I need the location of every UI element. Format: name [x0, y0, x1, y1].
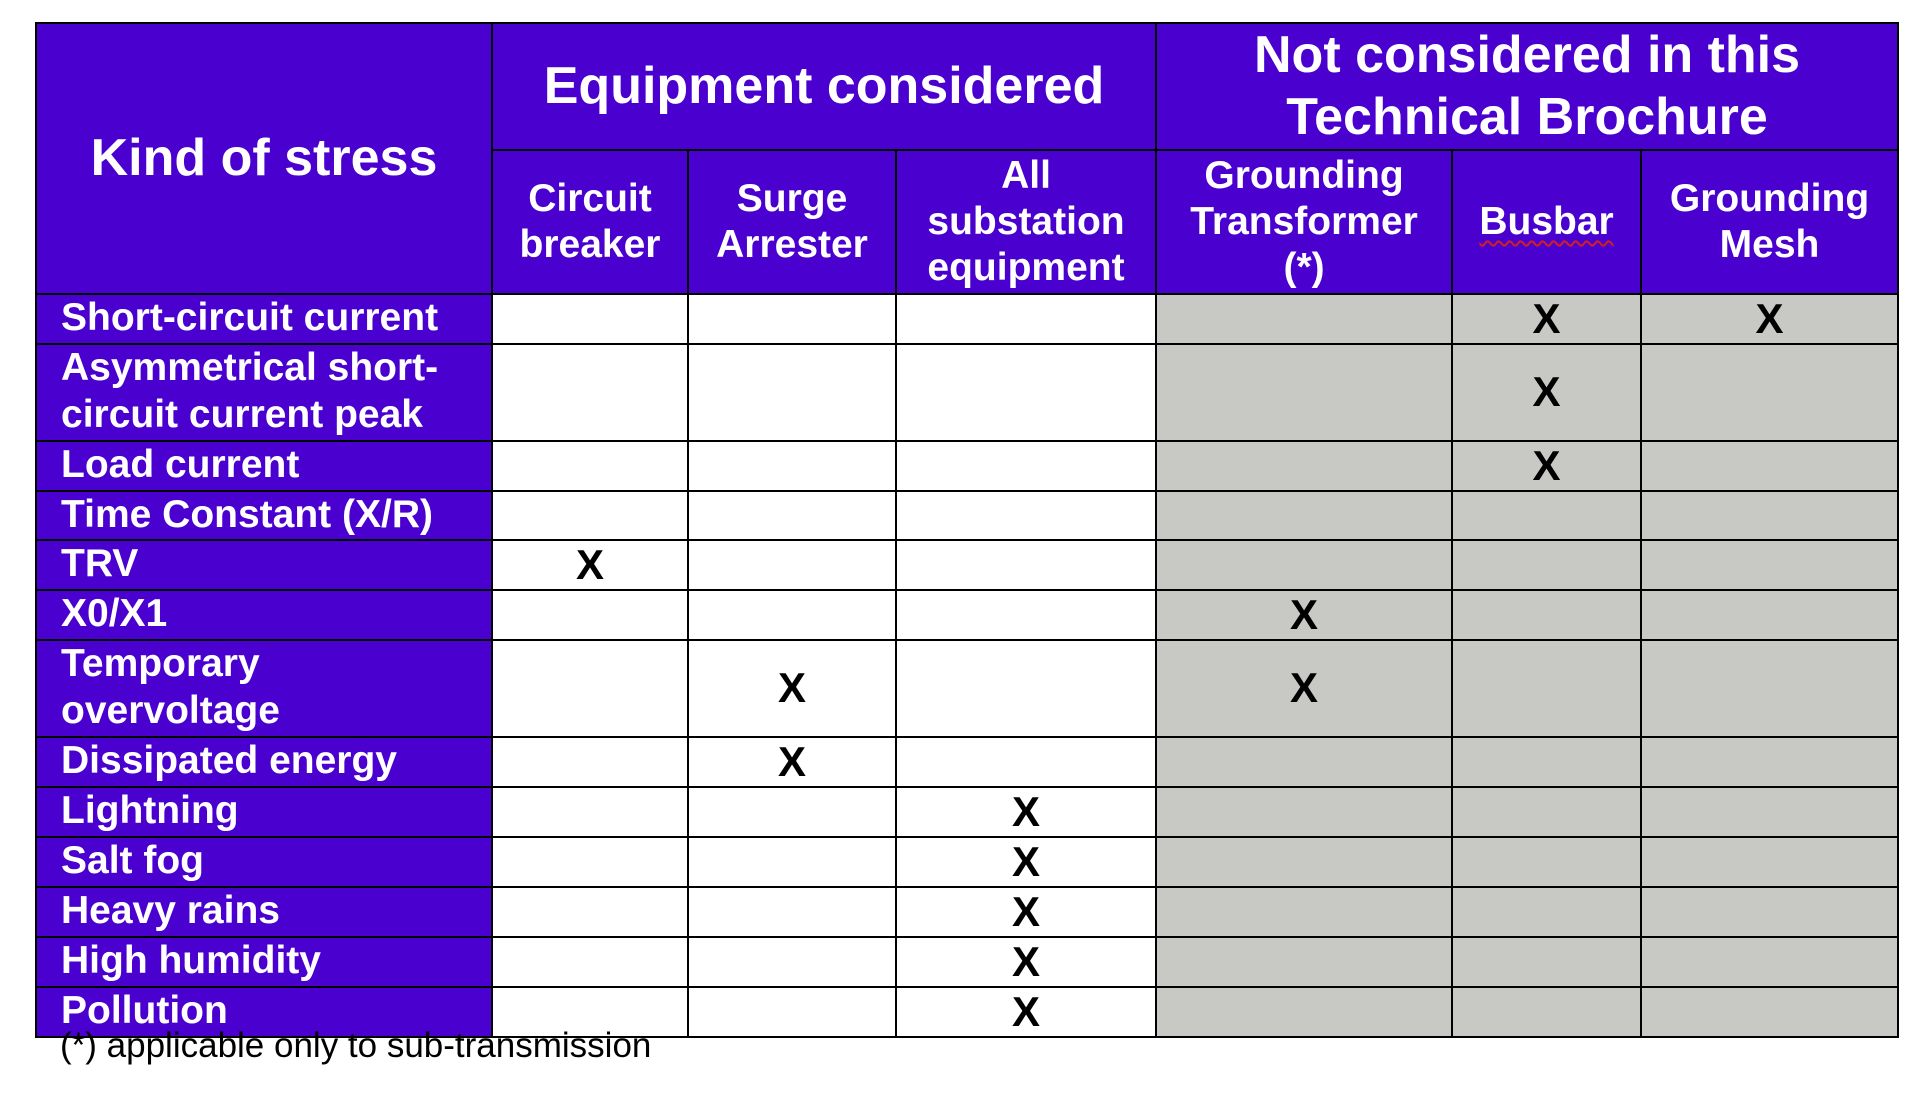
table-row: [36, 787, 1898, 837]
mark-cell: [1452, 737, 1641, 787]
mark-cell: [896, 540, 1156, 590]
mark-cell: [896, 344, 1156, 441]
row-label-line1: X0/X1: [61, 592, 168, 636]
mark-cell: X: [688, 640, 896, 737]
mark-cell: [492, 837, 688, 887]
mark-cell: X: [896, 787, 1156, 837]
mark-cell: [492, 441, 688, 491]
mark-cell: [1641, 737, 1898, 787]
mark-cell: X: [688, 737, 896, 787]
mark-cell: [1452, 887, 1641, 937]
mark-cell: [1641, 887, 1898, 937]
mark-cell: X: [1641, 294, 1898, 344]
row-label: [36, 491, 492, 540]
column-header-grounding-transformer: [1156, 150, 1452, 294]
header-not-considered-line2: Technical Brochure: [1286, 88, 1768, 147]
mark-cell: [1641, 491, 1898, 540]
mark-cell: [492, 590, 688, 640]
mark-cell: [688, 294, 896, 344]
mark-cell: [688, 887, 896, 937]
column-header-line1: Busbar: [1479, 199, 1614, 243]
mark-cell: [1641, 441, 1898, 491]
mark-cell: [1452, 540, 1641, 590]
column-header-line3: equipment: [927, 245, 1125, 289]
mark-cell: [1452, 640, 1641, 737]
mark-cell: [1156, 540, 1452, 590]
row-label-line1: Heavy rains: [61, 889, 280, 933]
mark-cell: [688, 987, 896, 1037]
column-header-line2: Mesh: [1719, 222, 1820, 266]
mark-cell: [492, 737, 688, 787]
mark-cell: [1156, 887, 1452, 937]
mark-cell: [1156, 987, 1452, 1037]
row-label: [36, 887, 492, 937]
mark-cell: [1641, 987, 1898, 1037]
mark-cell: [1156, 837, 1452, 887]
mark-cell: X: [1452, 344, 1641, 441]
row-label: [36, 937, 492, 987]
column-header-grounding-mesh: [1641, 150, 1898, 294]
mark-cell: [896, 590, 1156, 640]
mark-cell: X: [896, 837, 1156, 887]
stress-table: [35, 22, 1899, 1038]
mark-cell: [492, 294, 688, 344]
column-header-circuit-breaker: [492, 150, 688, 294]
mark-cell: [688, 837, 896, 887]
mark-cell: [492, 937, 688, 987]
column-header-line2: substation: [927, 199, 1125, 243]
row-label-line1: High humidity: [61, 939, 321, 983]
mark-cell: X: [1156, 590, 1452, 640]
mark-cell: [896, 294, 1156, 344]
mark-cell: [1156, 441, 1452, 491]
column-header-line1: Circuit: [528, 176, 652, 220]
mark-cell: [1452, 937, 1641, 987]
row-label: [36, 737, 492, 787]
table-body: [36, 294, 1898, 1037]
mark-cell: [1452, 787, 1641, 837]
table-row: [36, 294, 1898, 344]
mark-cell: [492, 787, 688, 837]
row-label-line1: Lightning: [61, 789, 239, 833]
header-kind-of-stress: [36, 23, 492, 294]
mark-cell: [1452, 491, 1641, 540]
header-row-groups: [36, 23, 1898, 150]
table-row: [36, 441, 1898, 491]
row-label: [36, 837, 492, 887]
mark-cell: [688, 590, 896, 640]
column-header-busbar: [1452, 150, 1641, 294]
mark-cell: [1156, 787, 1452, 837]
column-header-line2: breaker: [519, 222, 661, 266]
column-header-all-substation-equipment: [896, 150, 1156, 294]
mark-cell: [1452, 987, 1641, 1037]
table-row: [36, 887, 1898, 937]
row-label-line1: Short-circuit current: [61, 296, 439, 340]
mark-cell: [688, 491, 896, 540]
mark-cell: [492, 887, 688, 937]
mark-cell: [688, 787, 896, 837]
column-header-line2: Arrester: [716, 222, 868, 266]
mark-cell: [492, 640, 688, 737]
footnote: (*) applicable only to sub-transmission: [60, 1026, 652, 1065]
mark-cell: X: [896, 887, 1156, 937]
header-kind-of-stress-text: Kind of stress: [90, 128, 438, 187]
mark-cell: [1156, 294, 1452, 344]
mark-cell: [492, 491, 688, 540]
row-label-line1: Temporary: [61, 642, 260, 686]
mark-cell: [896, 441, 1156, 491]
table-row: [36, 344, 1898, 441]
row-label: [36, 787, 492, 837]
mark-cell: [1156, 937, 1452, 987]
column-header-line1: All: [1001, 153, 1051, 197]
mark-cell: [1156, 737, 1452, 787]
row-label: [36, 441, 492, 491]
row-label: [36, 540, 492, 590]
row-label: [36, 294, 492, 344]
mark-cell: [1641, 640, 1898, 737]
mark-cell: [1641, 344, 1898, 441]
mark-cell: X: [896, 937, 1156, 987]
mark-cell: [492, 344, 688, 441]
row-label-line1: Salt fog: [61, 839, 204, 883]
mark-cell: X: [896, 987, 1156, 1037]
mark-cell: [688, 937, 896, 987]
mark-cell: [1452, 837, 1641, 887]
row-label-line1: Load current: [61, 443, 300, 487]
row-label: [36, 344, 492, 441]
mark-cell: X: [1452, 294, 1641, 344]
mark-cell: [688, 344, 896, 441]
table-row: [36, 937, 1898, 987]
mark-cell: [896, 737, 1156, 787]
row-label-line2: overvoltage: [61, 689, 280, 733]
column-header-line1: Surge: [736, 176, 848, 220]
row-label-line1: Asymmetrical short-: [61, 346, 439, 390]
mark-cell: X: [1452, 441, 1641, 491]
column-header-line2: Transformer: [1190, 199, 1418, 243]
row-label-line2: circuit current peak: [61, 393, 423, 437]
mark-cell: [1452, 590, 1641, 640]
mark-cell: X: [1156, 640, 1452, 737]
mark-cell: [896, 640, 1156, 737]
mark-cell: [896, 491, 1156, 540]
mark-cell: [1156, 344, 1452, 441]
mark-cell: X: [492, 540, 688, 590]
table-row: [36, 491, 1898, 540]
mark-cell: [1641, 540, 1898, 590]
row-label-line1: Pollution: [61, 989, 228, 1033]
mark-cell: [1156, 491, 1452, 540]
mark-cell: [1641, 837, 1898, 887]
table-row: [36, 640, 1898, 737]
header-not-considered-line1: Not considered in this: [1254, 26, 1801, 84]
table-row: [36, 737, 1898, 787]
table-row: [36, 837, 1898, 887]
row-label: [36, 640, 492, 737]
table-row: [36, 590, 1898, 640]
row-label-line1: Dissipated energy: [61, 739, 397, 783]
table-row: [36, 540, 1898, 590]
header-equipment-considered-text: Equipment considered: [543, 57, 1105, 116]
column-header-line1: Grounding: [1204, 153, 1404, 197]
mark-cell: [1641, 787, 1898, 837]
row-label-line1: TRV: [61, 542, 139, 586]
mark-cell: [1641, 937, 1898, 987]
row-label-line1: Time Constant (X/R): [61, 492, 433, 536]
header-not-considered: [1156, 23, 1898, 150]
mark-cell: [688, 540, 896, 590]
header-equipment-considered: [492, 23, 1156, 150]
row-label: [36, 590, 492, 640]
mark-cell: [688, 441, 896, 491]
mark-cell: [1641, 590, 1898, 640]
column-header-surge-arrester: [688, 150, 896, 294]
column-header-line1: Grounding: [1669, 176, 1870, 220]
column-header-line3: (*): [1283, 245, 1325, 289]
